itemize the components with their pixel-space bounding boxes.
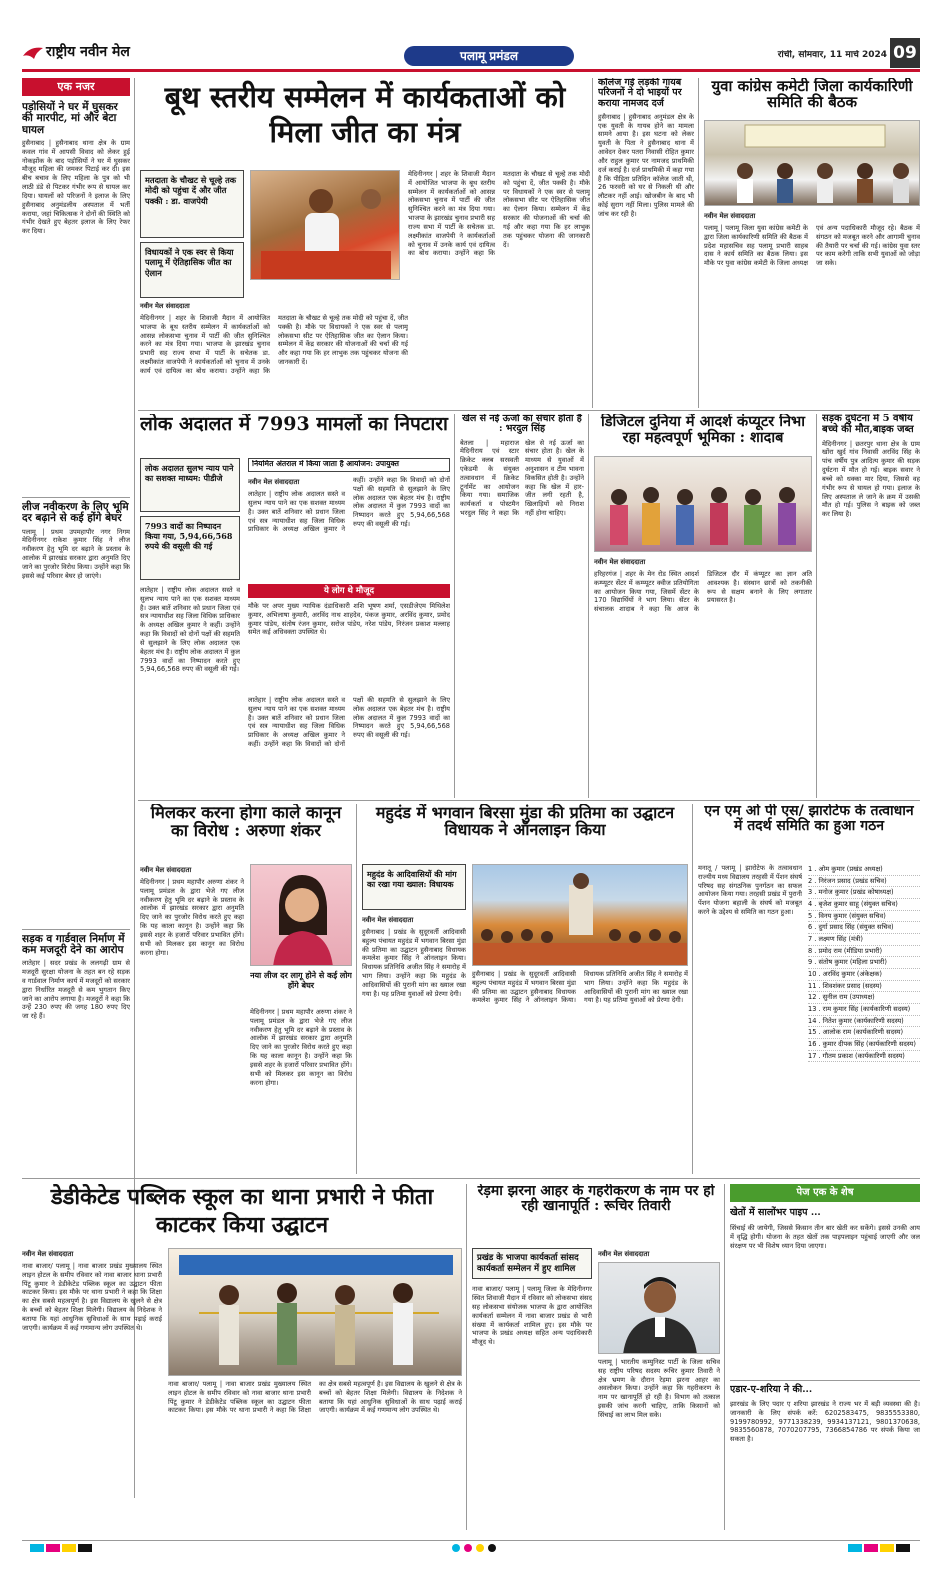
- speaker-photo-icon: [251, 171, 400, 280]
- nmops-story: [698, 804, 920, 1174]
- accident-headline: सड़क दुर्घटना में 5 वर्षीय बच्चे की मौत,बाइक जब्त: [822, 414, 914, 435]
- congress-text: नवीन मेल संवाददाता पलामू | पलामू जिला युवा कांग्रेस कमेटी के द्वारा जिला कार्यकारिणी समिति की बैठक में प्रदेश महासचिव सह पलामू प्रभारी साहब दास ने कार्य समिति का बैठक लिया। इस मौके पर युवा कांग्रेस कमेटी के जिला अध्यक्ष एवं अन्य पदाधिकारी मौजूद रहे। बैठक में संगठन को मजबूत करने और आगामी चुनाव की तैयारी पर चर्चा की गई। कांग्रेस युवा स्तर पर काम करेगी ताकि सभी युवाओं को जोड़ा जा सके।: [704, 212, 920, 268]
- congress-headline: युवा कांग्रेस कमेटी जिला कार्यकारिणी समिति की बैठक: [711, 78, 913, 112]
- computer-story: [594, 414, 812, 798]
- lok-adalat-quote-1: लोक अदालत सुलभ न्याय पाने का सशक्त माध्यम: पीडीजे: [140, 458, 240, 512]
- magenta-swatch: [46, 1544, 60, 1552]
- registration-marks-right: [792, 1544, 912, 1553]
- kanoon-photo: [250, 864, 352, 966]
- column-rule: [356, 804, 357, 1174]
- lead-body-continued: मेदिनीनगर | शहर के शिवाजी मैदान में आयोजित भाजपा के बूथ स्तरीय सम्मेलन में कार्यकर्ताओं को आसन्न लोकसभा चुनाव में पार्टी की जीत सुनिश्चित करने का मंत्र दिया गया। भाजपा के झारखंड चुनाव प्रभारी सह राज्य सभा में पार्टी के सचेतक डा. लक्ष्मीकांत वाजपेयी ने कार्यकर्ताओं को चुनाव में उनके कार्य एवं दायित्व का बोध कराया। उन्होंने कहा कि मतदाता के चौखट से चूल्हे तक मोदी को पहुंचा दें, जीत पक्की है। मौके पर विधायकों ने एक स्वर से पलामू लोकसभा सीट पर ऐतिहासिक जीत का ऐलान किया। सम्मेलन में केंद्र सरकार की योजनाओं की चर्चा की गई और कहा गया कि हर लाभुक तक पहुंचकर योजना की जानकारी दें।: [408, 170, 590, 258]
- lok-adalat-story: [140, 414, 450, 798]
- school-text-right: नावा बाजार/ पलामू | नावा बाजार प्रखंड मुख्यालय स्थित लाइन होटल के समीप रविवार को नावा बाजार थाना प्रभारी पिंटू कुमार ने डेडीकेटेड पब्लिक स्कूल का उद्घाटन फीता काटकर किया। इस मौके पर थाना प्रभारी ने कहा कि शिक्षा का क्षेत्र सबसे महत्वपूर्ण है। इस विद्यालय के खुलने से क्षेत्र के बच्चों को बेहतर शिक्षा मिलेगी। विद्यालय के निदेशक ने बताया कि यहां आधुनिक सुविधाओं के साथ पढ़ाई कराई जाएगी। कार्यक्रम में कई गणमान्य लोग उपस्थित थे।: [168, 1380, 462, 1415]
- lead-byline: नवीन मेल संवाददाता: [140, 302, 190, 310]
- kanoon-headline: मिलकर करना होगा काले कानून का विरोध : अरुणा शंकर: [150, 804, 342, 840]
- school-story: [22, 1184, 462, 1530]
- birsa-text-left: नवीन मेल संवाददाता हुसैनाबाद | प्रखंड के सुदूरवर्ती आदिवासी बहुल्य पंचायत महुदंड में भगवान बिरसा मुंडा की प्रतिमा का उद्घाटन हुसैनाबाद विधायक कमलेश कुमार सिंह ने ऑनलाइन किया। विधायक प्रतिनिधि अजीत सिंह ने समारोह में भाग लिया। उन्होंने कहा कि महुदंड के आदिवासियों की पुरानी मांग का ख्याल रखा गया है। यह प्रतिमा युवाओं को प्रेरणा देगी।: [362, 916, 466, 998]
- ek-nazar-body-3: लातेहार | सदर प्रखंड के ललगढ़ी ग्राम से मजदूरी सुरक्षा योजना के तहत बन रहे सड़क व गार्डवाल निर्माण कार्य में मजदूरों को सरकार द्वारा निर्धारित मजदूरी से कम भुगतान किए जाने का आरोप लगाया है। मजदूरों ने कहा कि उन्हें 230 रुपए की जगह 180 रुपए दिए जा रहे हैं।: [22, 959, 130, 1021]
- registration-marks-center: [450, 1543, 510, 1553]
- college-body: हुसैनाबाद | हुसैनाबाद अनुमंडल क्षेत्र के एक युवती के गायब होने का मामला सामने आया है। इस घटना को लेकर युवती के पिता ने हुसैनाबाद थाना में आवेदन देकर पतरा निवासी रोहित कुमार और राहुल कुमार पर नामजद प्राथमिकी दर्ज कराई है। दर्ज प्राथमिकी में कहा गया है कि पीड़िता प्रतिदिन कॉलेज जाती थी, 26 फरवरी को घर से निकली थी और लौटकर नहीं आई। खोजबीन के बाद भी कोई सुराग नहीं मिला। पुलिस मामले की जांच कर रही है।: [598, 112, 694, 218]
- computer-headline: डिजिटल दुनिया में आदर्श कंप्यूटर निभा रहा महत्वपूर्ण भूमिका : शादाब: [600, 414, 806, 446]
- school-photo: [168, 1248, 462, 1376]
- registration-marks-left: [30, 1544, 150, 1553]
- shesh-body-1: सिंचाई की जायेगी, जिससे किसान तीन बार खेती कर सकेंगे। इससे उनकी आय में वृद्धि होगी। योजना के तहत खेतों तक पाइपलाइन पहुंचाई जाएगी और जल संरक्षण पर भी विशेष ध्यान दिया जाएगा।: [730, 1224, 920, 1250]
- congress-story: [704, 78, 920, 408]
- member-item: 3 . मनोज कुमार (प्रखंड कोषाध्यक्ष): [808, 887, 920, 899]
- redma-headline: रेड़मा झरना आहर के गहरीकरण के नाम पर हो रही खानापूर्ति : रूचिर तिवारी: [477, 1184, 715, 1215]
- birsa-quote: महुदंड के आदिवासियों की मांग का रखा गया ख्याल: विधायक: [362, 864, 466, 910]
- khel-story: [460, 414, 584, 798]
- nmops-members-list: [808, 864, 920, 1172]
- lead-headline: बूथ स्तरीय सम्मेलन में कार्यकताओं को मिला जीत का मंत्र: [164, 80, 566, 149]
- students-photo-icon: [595, 457, 812, 552]
- member-item: 4 . बृजेश कुमार साहू (संयुक्त सचिव): [808, 899, 920, 911]
- member-item: 15 . आलोक राम (कार्यकारिणी सदस्य): [808, 1027, 920, 1039]
- cyan-swatch: [30, 1544, 44, 1552]
- shesh-headline-1: खेतों में सालोंभर पाइप ...: [730, 1207, 821, 1218]
- magenta-swatch: [864, 1544, 878, 1552]
- khel-headline: खेल से नई ऊर्जा का संचार होता है : भरदुल सिंह: [462, 414, 582, 435]
- redma-photo: [598, 1262, 720, 1354]
- member-item: 5 . विनय कुमार (संयुक्त सचिव): [808, 911, 920, 923]
- accident-body: मेदिनीनगर | छतरपुर थाना क्षेत्र के ग्राम खोंरा खुर्द गांव निवासी अरविंद सिंह के पांच वर्षीय पुत्र आदित्य कुमार की सड़क दुर्घटना में मौत हो गई। बाइक सवार ने बच्चे को धक्का मार दिया, जिससे वह गंभीर रूप से घायल हो गया। इलाज के लिए अस्पताल ले जाने के क्रम में उसकी मौत हो गई। पुलिस ने बाइक को जब्त कर लिया है।: [822, 439, 920, 519]
- kanoon-story: [140, 804, 352, 1174]
- member-item: 12 . सुनील राम (उपाध्यक्ष): [808, 992, 920, 1004]
- ek-nazar-headline-3: सड़क व गार्डवाल निर्माण में कम मजदूरी देने का आरोप: [22, 929, 130, 957]
- birsa-headline: महुदंड में भगवान बिरसा मुंडा की प्रतिमा का उद्घाटन विधायक ने ऑनलाइन किया: [375, 804, 675, 840]
- black-swatch: [78, 1544, 92, 1552]
- page-number: 09: [890, 38, 920, 68]
- inauguration-photo-icon: [169, 1249, 462, 1376]
- nmops-headline: एन एम ओ पी एस/ झारोटेफ के तत्वाधान में तदर्थ समिति का हुआ गठन: [704, 804, 914, 835]
- masthead-logo: [22, 41, 152, 65]
- column-rule: [466, 1184, 467, 1530]
- school-headline: डेडीकेटेड पब्लिक स्कूल का थाना प्रभारी ने फीता काटकर किया उद्घाटन: [50, 1184, 434, 1238]
- redma-story: [472, 1184, 720, 1244]
- lok-adalat-body-bottom: लातेहार | राष्ट्रीय लोक अदालत सस्ते व सुलभ न्याय पाने का एक सशक्त माध्यम है। उक्त बातें शनिवार को प्रधान जिला एवं सत्र न्यायाधीश सह जिला विधिक प्राधिकार के अध्यक्ष अखिल कुमार ने कहीं। उन्होंने कहा कि विवादों को दोनों पक्षों की सहमति से सुलझाने के लिए लोक अदालत एक बेहतर मंच है। राष्ट्रीय लोक अदालत में कुल 7993 वादों का निष्पादन करते हुए 5,94,66,568 रुपए की वसूली की गई।: [248, 696, 450, 749]
- footer-color-bar: [22, 1540, 920, 1554]
- kanoon-photo-caption: नया लीज दर लागू होने से कई लोग होंगे बेघर: [250, 970, 352, 990]
- school-text-left: नवीन मेल संवाददाता नावा बाजार/ पलामू | नावा बाजार प्रखंड मुख्यालय स्थित लाइन होटल के समीप रविवार को नावा बाजार थाना प्रभारी पिंटू कुमार ने डेडीकेटेड पब्लिक स्कूल का उद्घाटन फीता काटकर किया। इस मौके पर थाना प्रभारी ने कहा कि शिक्षा का क्षेत्र सबसे महत्वपूर्ण है। इस विद्यालय के खुलने से क्षेत्र के बच्चों को बेहतर शिक्षा मिलेगी। विद्यालय के निदेशक ने बताया कि यहां आधुनिक सुविधाओं के साथ पढ़ाई कराई जाएगी। कार्यक्रम में कई गणमान्य लोग उपस्थित थे।: [22, 1250, 162, 1332]
- yellow-swatch: [62, 1544, 76, 1552]
- bird-logo-icon: [22, 44, 44, 62]
- shesh-body-2: झारखंड के लिए पदार ए शरिया झारखंड ने राज्य भर में बड़ी व्यवस्था की है। जानकारी के लिए संपर्क करें: 6202583475, 9835553380, 9199780992, 9771338239, 9934137121, 9801370638, 9835560878, 7070207795, 7366854786 पर संपर्क किया जा सकता है।: [730, 1400, 920, 1444]
- member-item: 2 . निरंजन प्रसाद (प्रखंड सचिव): [808, 876, 920, 888]
- column-rule: [816, 414, 817, 798]
- lok-adalat-subhead: नियमित अंतराल में किया जाता है आयोजन: उपायुक्त: [248, 458, 450, 472]
- lok-adalat-headline: लोक अदालत में 7993 मामलों का निपटारा: [140, 414, 448, 435]
- black-swatch: [896, 1544, 910, 1552]
- computer-text: नवीन मेल संवाददाता हरिहरगंज | शहर के मेन रोड स्थित आदर्श कम्प्यूटर सेंटर में कम्प्यूटर क्वीज प्रतियोगिता का आयोजन किया गया, जिसमें सेंटर के 170 विद्यार्थियों ने भाग लिया। सेंटर के संचालक शादाब ने कहा कि आज के डिजिटल दौर में कंप्यूटर का ज्ञान अति आवश्यक है। संस्थान छात्रों को तकनीकी रूप से सक्षम बनाने के लिए लगातार प्रयासरत है।: [594, 558, 812, 614]
- section-tab: [404, 46, 574, 66]
- masthead: [22, 38, 920, 72]
- member-item: 16 . कुमार दीपक सिंह (कार्यकारिणी सदस्य): [808, 1039, 920, 1051]
- ek-nazar-headline-1: पड़ोसियों ने घर में घुसकर की मारपीट, मां और बेटा घायल: [22, 101, 118, 136]
- column-rule: [588, 414, 589, 798]
- member-item: 8 . प्रमोद राम (मीडिया प्रभारी): [808, 946, 920, 958]
- ek-nazar-headline-2: लीज नवीकरण के लिए भूमि दर बढ़ाने से कई होंगे बेघर: [22, 497, 130, 525]
- cyan-swatch: [848, 1544, 862, 1552]
- congress-photo: [704, 120, 920, 206]
- portrait-photo-icon: [251, 865, 352, 966]
- karyakarta-body: नावा बाजार/ पलामू | पलामू जिला के मेदिनीनगर स्थित शिवाजी मैदान में रविवार को लोकसभा संसद सह लोकसभा संयोजक भाजपा के द्वारा आयोजित कार्यकर्ता सम्मेलन में नावा बाजार प्रखंड से भारी संख्या में कार्यकर्ता शामिल हुए। इस मौके पर भाजपा के प्रखंड अध्यक्ष सहित अन्य पदाधिकारी मौजूद थे।: [472, 1285, 592, 1347]
- lok-adalat-body: नवीन मेल संवाददाता लातेहार | राष्ट्रीय लोक अदालत सस्ते व सुलभ न्याय पाने का एक सशक्त माध्यम है। उक्त बातें शनिवार को प्रधान जिला एवं सत्र न्यायाधीश सह जिला विधिक प्राधिकार के अध्यक्ष अखिल कुमार ने कहीं। उन्होंने कहा कि विवादों को दोनों पक्षों की सहमति से सुलझाने के लिए लोक अदालत एक बेहतर मंच है। राष्ट्रीय लोक अदालत में कुल 7993 वादों का निष्पादन करते हुए 5,94,66,568 रुपए की वसूली की गई।: [248, 476, 450, 534]
- ek-nazar-body-2: पलामू | प्रथम उपमहापौर नगर निगम मेदिनीनगर राकेश कुमार सिंह ने लीज नवीकरण हेतु भूमि दर बढ़ाने के प्रस्ताव के आलोक में झारखंड सरकार द्वारा अनुमति दिए जाने का पुरजोर विरोध किया। उन्होंने कहा कि इससे कई परिवार बेघर हो जाएंगे।: [22, 527, 130, 580]
- meeting-photo-icon: [705, 121, 920, 206]
- column-rule: [592, 78, 593, 408]
- college-headline: कॉलेज गई लड़की गायब परिजनों ने दो भाइयों पर कराया नामजद दर्ज: [598, 78, 682, 109]
- member-item: 6 . दुर्गा प्रसाद सिंह (संयुक्त सचिव): [808, 922, 920, 934]
- paper-name: राष्ट्रीय नवीन मेल: [46, 44, 130, 60]
- section-rule: [138, 410, 920, 411]
- registration-dots-icon: [450, 1543, 510, 1553]
- yellow-swatch: [880, 1544, 894, 1552]
- lok-adalat-quote-2: 7993 वादों का निष्पादन किया गया, 5,94,66,568 रुपये की वसूली की गई: [140, 516, 240, 580]
- column-rule: [692, 804, 693, 1174]
- column-rule: [454, 414, 455, 798]
- member-item: 7 . लक्ष्मण सिंह (मंत्री): [808, 934, 920, 946]
- present-label: ये लोग थे मौजूद: [248, 584, 450, 598]
- column-rule: [698, 78, 699, 408]
- college-story: [598, 78, 694, 408]
- ek-nazar-label: एक नजर: [22, 78, 130, 96]
- karyakarta-story: [472, 1248, 592, 1530]
- lead-quote-2: विधायकों ने एक स्वर से किया पलामू में ऐतिहासिक जीत का ऐलान: [140, 242, 244, 298]
- birsa-text-right: हुसैनाबाद | प्रखंड के सुदूरवर्ती आदिवासी बहुल्य पंचायत महुदंड में भगवान बिरसा मुंडा की प्रतिमा का उद्घाटन हुसैनाबाद विधायक कमलेश कुमार सिंह ने ऑनलाइन किया। विधायक प्रतिनिधि अजीत सिंह ने समारोह में भाग लिया। उन्होंने कहा कि महुदंड के आदिवासियों की पुरानी मांग का ख्याल रखा गया है। यह प्रतिमा युवाओं को प्रेरणा देगी।: [472, 970, 688, 1005]
- member-item: 17 . गौतम प्रकाश (कार्यकारिणी सदस्य): [808, 1051, 920, 1063]
- member-item: 10 . अरविंद कुमार (अंकेक्षक): [808, 969, 920, 981]
- ek-nazar-body-1: हुसैनाबाद | हुसैनाबाद थाना क्षेत्र के ग्राम कवल गांव में आपसी विवाद को लेकर हुई नोकझोंक के बाद पड़ोसियों ने घर में घुसकर मौजूद महिला की जमकर पिटाई कर दी। इस बीच बचाव के लिए महिला के पुत्र को भी लाठी डंडे से पिटकर गंभीर रूप से घायल कर दिया। घायलों को परिजनों ने इलाज के लिए हुसैनाबाद अनुमंडलीय अस्पताल में भर्ती कराया, जहां चिकित्सक ने दोनों की स्थिति को गंभीर देखते हुए बेहतर इलाज के लिए रेफर कर दिया।: [22, 138, 130, 236]
- kanoon-text-right: मेदिनीनगर | प्रथम महापौर अरुणा शंकर ने पलामू प्रमंडल के द्वारा भेजे गए लीज नवीकरण हेतु भूमि दर बढ़ाने के प्रस्ताव के आलोक में झारखंड सरकार द्वारा अनुमति दिए जाने का पुरजोर विरोध करते हुए कहा कि यह काला कानून है। उन्होंने कहा कि इससे शहर के हजारों परिवार प्रभावित होंगे। सभी को मिलकर इस कानून का विरोध करना होगा।: [250, 1008, 352, 1087]
- accident-story: [822, 414, 920, 798]
- karyakarta-headline-box: प्रखंड के भाजपा कार्यकर्ता सांसद कार्यकर्ता सम्मेलन में हुए शामिल: [472, 1248, 592, 1279]
- khel-body: बेतला | महाराज मेदिनीराय एवं स्टार क्रिकेट क्लब सरस्वती एकेडमी के संयुक्त तत्वावधान में क्रिकेट टूर्नामेंट का आयोजन किया गया। समाजिक कार्यकर्ता व पोस्टमैन भरदुल सिंह ने कहा कि खेल से नई ऊर्जा का संचार होता है। खेल के माध्यम से युवाओं में अनुशासन व टीम भावना विकसित होती है। उन्होंने कहा कि खेल में हार-जीत लगी रहती है, खिलाड़ियों को निराश नहीं होना चाहिए।: [460, 438, 584, 518]
- shesh-column: [730, 1184, 920, 1530]
- lead-quote-1: मतदाता के चौखट से चूल्हे तक मोदी को पहुंचा दें और जीत पक्की : डा. वाजपेयी: [140, 170, 244, 238]
- member-item: 14 . नितेश कुमार (कार्यकारिणी सदस्य): [808, 1016, 920, 1028]
- dateline: रांची, सोमवार, 11 मार्च 2024: [777, 50, 887, 60]
- birsa-photo: [472, 864, 688, 966]
- shesh-label: पेज एक के शेष: [730, 1184, 920, 1202]
- computer-photo: [594, 456, 812, 552]
- column-rule: [724, 1184, 725, 1530]
- section-rule: [22, 1178, 920, 1179]
- member-item: 9 . संतोष कुमार (महिला प्रभारी): [808, 957, 920, 969]
- present-list: मौके पर अपर मुख्य न्यायिक दंडाधिकारी शशि भूषण शर्मा, एसडीजेएम मिथिलेश कुमार, अभिलाषा कुमारी, अरविंद नाथ शाहदेव, पंकज कुमार, अरविंद कुमार, प्रमोद कुमार पांडेय, संतोष रंजन कुमार, सरोज पांडेय, नरेश पांडेय, निरंजन प्रकाश मल्लाह समेत कई अधिवक्ता उपस्थित थे।: [248, 602, 450, 637]
- portrait-photo-icon: [599, 1263, 720, 1354]
- birsa-story: [362, 804, 688, 1174]
- member-item: 11 . शिवशंकर प्रसाद (सदस्य): [808, 981, 920, 993]
- redma-text: नवीन मेल संवाददाता पलामू | भारतीय कम्युनिस्ट पार्टी के जिला सचिव सह राष्ट्रीय परिषद सदस्य रूचिर कुमार तिवारी ने क्षेत्र भ्रमण के दौरान रेड़मा झरना आहर का अवलोकन किया। उन्होंने कहा कि गहरीकरण के नाम पर खानापूर्ति हो रही है। विभाग को तत्काल इसकी जांच करनी चाहिए, ताकि किसानों को सिंचाई का लाभ मिल सके।: [598, 1250, 720, 1419]
- lead-photo: [250, 170, 400, 280]
- shesh-headline-2: एडार-ए-शरिया ने की...: [730, 1380, 920, 1395]
- lead-body: मेदिनीनगर | शहर के शिवाजी मैदान में आयोजित भाजपा के बूथ स्तरीय सम्मेलन में कार्यकर्ताओं को आसन्न लोकसभा चुनाव में पार्टी की जीत सुनिश्चित करने का मंत्र दिया गया। भाजपा के झारखंड चुनाव प्रभारी सह राज्य सभा में पार्टी के सचेतक डा. लक्ष्मीकांत वाजपेयी ने कार्यकर्ताओं को चुनाव में उनके कार्य एवं दायित्व का बोध कराया। उन्होंने कहा कि मतदाता के चौखट से चूल्हे तक मोदी को पहुंचा दें, जीत पक्की है। मौके पर विधायकों ने एक स्वर से पलामू लोकसभा सीट पर ऐतिहासिक जीत का ऐलान किया। सम्मेलन में केंद्र सरकार की योजनाओं की चर्चा की गई और कहा गया कि हर लाभुक तक पहुंचकर योजना की जानकारी दें।: [140, 314, 408, 375]
- member-item: 13 . राम कुमार सिंह (कार्यकारिणी सदस्य): [808, 1004, 920, 1016]
- member-item: 1 . ओम कुमार (प्रखंड अध्यक्ष): [808, 864, 920, 876]
- section-name: पलामू प्रमंडल: [460, 49, 518, 63]
- kanoon-text-left: नवीन मेल संवाददाता मेदिनीनगर | प्रथम महापौर अरुणा शंकर ने पलामू प्रमंडल के द्वारा भेजे गए लीज नवीकरण हेतु भूमि दर बढ़ाने के प्रस्ताव के आलोक में झारखंड सरकार द्वारा अनुमति दिए जाने का पुरजोर विरोध करते हुए कहा कि यह काला कानून है। उन्होंने कहा कि इससे शहर के हजारों परिवार प्रभावित होंगे। सभी को मिलकर इस कानून का विरोध करना होगा।: [140, 866, 244, 957]
- nmops-body: मनातू / पलामू | झारोटेफ के तत्वावधान राज्यीय मध्य विद्यालय तरहसी में पेंशन संघर्ष परिषद सह संगठनिक पुनर्गठन का सफल आयोजन किया गया। तरहसी प्रखंड में पुरानी पेंशन योजना बहाली के संघर्ष को मजबूत करने के उद्देश्य से समिति का गठन हुआ।: [698, 864, 802, 917]
- section-rule: [138, 800, 920, 801]
- lok-adalat-body-left: लातेहार | राष्ट्रीय लोक अदालत सस्ते व सुलभ न्याय पाने का एक सशक्त माध्यम है। उक्त बातें शनिवार को प्रधान जिला एवं सत्र न्यायाधीश सह जिला विधिक प्राधिकार के अध्यक्ष अखिल कुमार ने कहीं। उन्होंने कहा कि विवादों को दोनों पक्षों की सहमति से सुलझाने के लिए लोक अदालत एक बेहतर मंच है। राष्ट्रीय लोक अदालत में कुल 7993 वादों का निष्पादन करते हुए 5,94,66,568 रुपए की वसूली की गई।: [140, 586, 240, 674]
- crowd-photo-icon: [473, 865, 688, 966]
